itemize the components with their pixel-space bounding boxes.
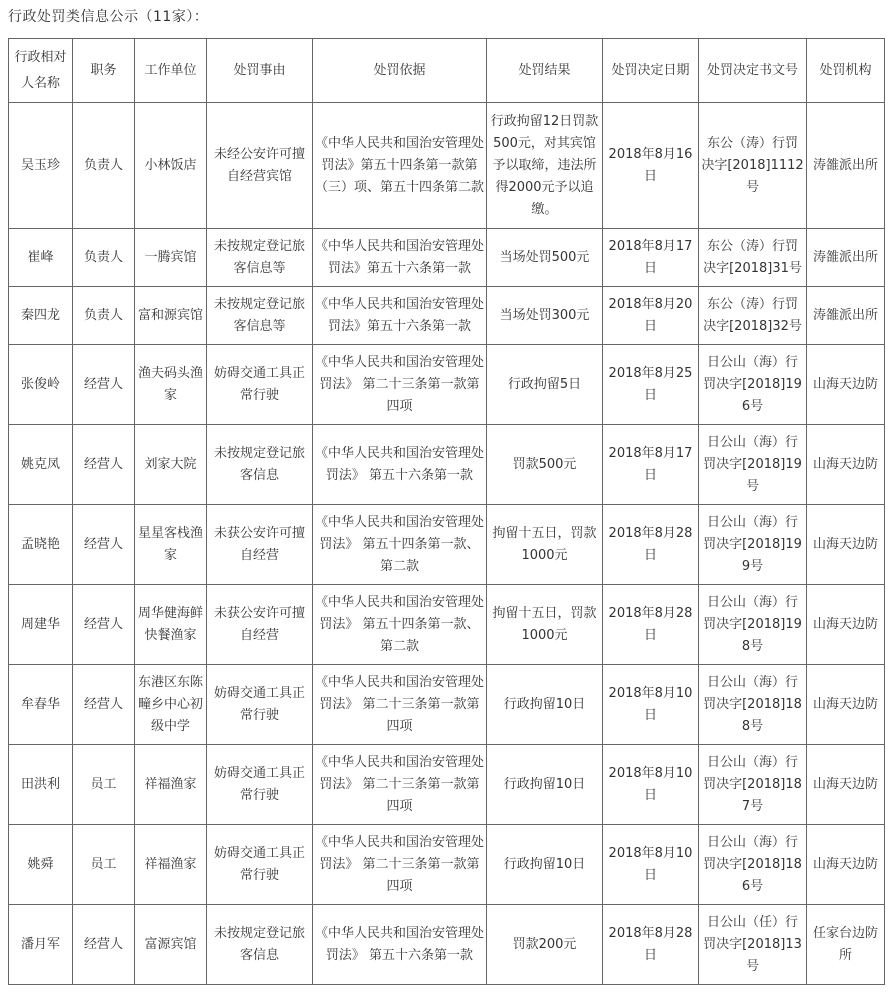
cell-position: 经营人 — [73, 505, 135, 585]
cell-legal-basis: 《中华人民共和国治安管理处罚法》 第二十三条第一款第四项 — [313, 745, 487, 825]
cell-party-name: 姚克凤 — [9, 425, 73, 505]
table-row — [9, 905, 885, 985]
header-decision-date: 处罚决定日期 — [603, 39, 699, 103]
cell-reason: 妨碍交通工具正常行驶 — [207, 825, 313, 905]
cell-work-unit: 小林饭店 — [135, 103, 207, 229]
cell-work-unit: 星星客栈渔家 — [135, 505, 207, 585]
cell-reason: 未按规定登记旅客信息 — [207, 425, 313, 505]
table-row — [9, 425, 885, 505]
cell-decision-date: 2018年8月25日 — [603, 345, 699, 425]
cell-authority: 山海天边防 — [807, 665, 885, 745]
cell-position: 经营人 — [73, 345, 135, 425]
cell-position: 员工 — [73, 745, 135, 825]
cell-reason: 未获公安许可擅自经营 — [207, 585, 313, 665]
cell-document-number: 日公山（海）行罚决字[2018]187号 — [699, 745, 807, 825]
cell-legal-basis: 《中华人民共和国治安管理处罚法》 第二十三条第一款第四项 — [313, 825, 487, 905]
cell-authority: 涛雒派出所 — [807, 287, 885, 345]
cell-legal-basis: 《中华人民共和国治安管理处罚法》 第五十四条第一款、第二款 — [313, 585, 487, 665]
cell-document-number: 日公山（海）行罚决字[2018]19号 — [699, 425, 807, 505]
cell-party-name: 吴玉珍 — [9, 103, 73, 229]
cell-position: 负责人 — [73, 287, 135, 345]
cell-authority: 山海天边防 — [807, 345, 885, 425]
cell-legal-basis: 《中华人民共和国治安管理处罚法》 第五十六条第一款 — [313, 905, 487, 985]
cell-work-unit: 东港区东陈疃乡中心初级中学 — [135, 665, 207, 745]
cell-authority: 任家台边防所 — [807, 905, 885, 985]
table-row — [9, 345, 885, 425]
cell-document-number: 日公山（海）行罚决字[2018]186号 — [699, 825, 807, 905]
cell-authority: 山海天边防 — [807, 425, 885, 505]
cell-legal-basis: 《中华人民共和国治安管理处罚法》第五十六条第一款 — [313, 229, 487, 287]
header-result: 处罚结果 — [487, 39, 603, 103]
cell-document-number: 日公山（海）行罚决字[2018]199号 — [699, 505, 807, 585]
header-legal-basis: 处罚依据 — [313, 39, 487, 103]
header-position: 职务 — [73, 39, 135, 103]
cell-work-unit: 祥福渔家 — [135, 825, 207, 905]
cell-party-name: 牟春华 — [9, 665, 73, 745]
cell-result: 行政拘留10日 — [487, 665, 603, 745]
penalty-table — [8, 38, 885, 985]
cell-authority: 山海天边防 — [807, 505, 885, 585]
cell-decision-date: 2018年8月28日 — [603, 585, 699, 665]
cell-document-number: 日公山（任）行罚决字[2018]13号 — [699, 905, 807, 985]
header-authority: 处罚机构 — [807, 39, 885, 103]
table-row — [9, 665, 885, 745]
cell-result: 罚款200元 — [487, 905, 603, 985]
cell-reason: 未按规定登记旅客信息等 — [207, 287, 313, 345]
cell-result: 行政拘留5日 — [487, 345, 603, 425]
cell-reason: 未按规定登记旅客信息 — [207, 905, 313, 985]
cell-work-unit: 富源宾馆 — [135, 905, 207, 985]
cell-position: 经营人 — [73, 665, 135, 745]
header-row — [9, 39, 885, 103]
cell-position: 负责人 — [73, 229, 135, 287]
cell-party-name: 潘月军 — [9, 905, 73, 985]
cell-document-number: 东公（涛）行罚决字[2018]32号 — [699, 287, 807, 345]
cell-decision-date: 2018年8月28日 — [603, 905, 699, 985]
header-document-number: 处罚决定书文号 — [699, 39, 807, 103]
cell-decision-date: 2018年8月17日 — [603, 229, 699, 287]
cell-document-number: 东公（涛）行罚决字[2018]31号 — [699, 229, 807, 287]
cell-party-name: 张俊岭 — [9, 345, 73, 425]
cell-reason: 未获公安许可擅自经营 — [207, 505, 313, 585]
cell-position: 经营人 — [73, 425, 135, 505]
cell-reason: 未经公安许可擅自经营宾馆 — [207, 103, 313, 229]
cell-legal-basis: 《中华人民共和国治安管理处罚法》 第五十四条第一款、第二款 — [313, 505, 487, 585]
cell-authority: 山海天边防 — [807, 745, 885, 825]
header-reason: 处罚事由 — [207, 39, 313, 103]
cell-authority: 山海天边防 — [807, 825, 885, 905]
cell-document-number: 日公山（海）行罚决字[2018]196号 — [699, 345, 807, 425]
cell-authority: 涛雒派出所 — [807, 103, 885, 229]
cell-result: 行政拘留10日 — [487, 825, 603, 905]
cell-decision-date: 2018年8月28日 — [603, 505, 699, 585]
cell-party-name: 周建华 — [9, 585, 73, 665]
cell-party-name: 孟晓艳 — [9, 505, 73, 585]
table-row — [9, 287, 885, 345]
cell-decision-date: 2018年8月10日 — [603, 825, 699, 905]
cell-document-number: 东公（涛）行罚决字[2018]1112号 — [699, 103, 807, 229]
cell-legal-basis: 《中华人民共和国治安管理处罚法》第五十六条第一款 — [313, 287, 487, 345]
cell-result: 拘留十五日，罚款1000元 — [487, 585, 603, 665]
cell-work-unit: 祥福渔家 — [135, 745, 207, 825]
cell-position: 经营人 — [73, 905, 135, 985]
cell-position: 员工 — [73, 825, 135, 905]
cell-party-name: 姚舜 — [9, 825, 73, 905]
cell-decision-date: 2018年8月16日 — [603, 103, 699, 229]
cell-result: 行政拘留10日 — [487, 745, 603, 825]
cell-party-name: 秦四龙 — [9, 287, 73, 345]
table-row — [9, 825, 885, 905]
cell-work-unit: 周华健海鲜快餐渔家 — [135, 585, 207, 665]
cell-reason: 妨碍交通工具正常行驶 — [207, 745, 313, 825]
cell-work-unit: 刘家大院 — [135, 425, 207, 505]
table-row — [9, 103, 885, 229]
cell-decision-date: 2018年8月10日 — [603, 665, 699, 745]
cell-position: 经营人 — [73, 585, 135, 665]
table-row — [9, 745, 885, 825]
cell-result: 行政拘留12日罚款500元，对其宾馆予以取缔，违法所得2000元予以追缴。 — [487, 103, 603, 229]
cell-work-unit: 一腾宾馆 — [135, 229, 207, 287]
cell-decision-date: 2018年8月20日 — [603, 287, 699, 345]
cell-party-name: 田洪利 — [9, 745, 73, 825]
cell-work-unit: 富和源宾馆 — [135, 287, 207, 345]
cell-reason: 未按规定登记旅客信息等 — [207, 229, 313, 287]
cell-party-name: 崔峰 — [9, 229, 73, 287]
cell-decision-date: 2018年8月10日 — [603, 745, 699, 825]
cell-result: 当场处罚300元 — [487, 287, 603, 345]
cell-document-number: 日公山（海）行罚决字[2018]188号 — [699, 665, 807, 745]
header-party-name: 行政相对人名称 — [9, 39, 73, 103]
table-row — [9, 585, 885, 665]
cell-reason: 妨碍交通工具正常行驶 — [207, 345, 313, 425]
cell-result: 罚款500元 — [487, 425, 603, 505]
cell-document-number: 日公山（海）行罚决字[2018]198号 — [699, 585, 807, 665]
table-row — [9, 505, 885, 585]
cell-decision-date: 2018年8月17日 — [603, 425, 699, 505]
cell-legal-basis: 《中华人民共和国治安管理处罚法》 第二十三条第一款第四项 — [313, 345, 487, 425]
cell-legal-basis: 《中华人民共和国治安管理处罚法》 第五十六条第一款 — [313, 425, 487, 505]
cell-result: 拘留十五日，罚款1000元 — [487, 505, 603, 585]
cell-legal-basis: 《中华人民共和国治安管理处罚法》第五十四条第一款第（三）项、第五十四条第二款 — [313, 103, 487, 229]
cell-legal-basis: 《中华人民共和国治安管理处罚法》 第二十三条第一款第四项 — [313, 665, 487, 745]
cell-authority: 涛雒派出所 — [807, 229, 885, 287]
cell-result: 当场处罚500元 — [487, 229, 603, 287]
cell-work-unit: 渔夫码头渔家 — [135, 345, 207, 425]
page-title: 行政处罚类信息公示（11家）： — [8, 9, 209, 25]
cell-reason: 妨碍交通工具正常行驶 — [207, 665, 313, 745]
cell-authority: 山海天边防 — [807, 585, 885, 665]
cell-position: 负责人 — [73, 103, 135, 229]
table-row — [9, 229, 885, 287]
header-work-unit: 工作单位 — [135, 39, 207, 103]
